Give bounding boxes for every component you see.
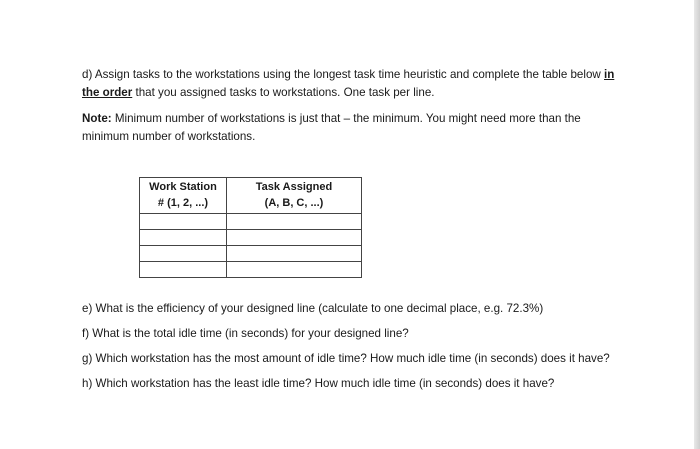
table-cell-task[interactable] — [227, 230, 362, 246]
question-d-emphasis: in the order — [82, 68, 615, 99]
table-cell-workstation[interactable] — [140, 246, 227, 262]
note-paragraph — [82, 110, 622, 146]
table-cell-workstation[interactable] — [140, 262, 227, 278]
question-d-text-end: that you assigned tasks to workstations. One task per line. — [132, 86, 435, 99]
table-cell-task[interactable] — [227, 262, 362, 278]
table-cell-workstation[interactable] — [140, 214, 227, 230]
question-h: h) Which workstation has the least idle time? How much idle time (in seconds) does it have? — [82, 377, 555, 390]
header-task-assigned-line2: (A, B, C, ...) — [264, 197, 324, 209]
table-row — [140, 246, 362, 262]
header-work-station-line1: Work Station — [149, 181, 217, 193]
header-task-assigned — [227, 178, 362, 214]
table-header-row — [140, 178, 362, 214]
question-f: f) What is the total idle time (in seconds) for your designed line? — [82, 327, 409, 340]
header-work-station-line2: # (1, 2, ...) — [157, 197, 209, 209]
scrollbar-edge — [694, 0, 700, 449]
header-work-station — [140, 178, 227, 214]
question-g: g) Which workstation has the most amount of idle time? How much idle time (in seconds) does it have? — [82, 352, 610, 365]
table-cell-workstation[interactable] — [140, 230, 227, 246]
note-label: Note: — [82, 112, 112, 125]
table-cell-task[interactable] — [227, 214, 362, 230]
question-d-text: d) Assign tasks to the workstations using the longest task time heuristic and complete the table below — [82, 68, 604, 81]
table-cell-task[interactable] — [227, 246, 362, 262]
table-row — [140, 230, 362, 246]
note-text: Minimum number of workstations is just that – the minimum. You might need more than the minimum number of workstations. — [82, 112, 581, 143]
header-task-assigned-line1: Task Assigned — [255, 181, 333, 193]
table-row — [140, 262, 362, 278]
assignment-table — [139, 177, 362, 278]
question-d — [82, 66, 622, 102]
question-e: e) What is the efficiency of your designed line (calculate to one decimal place, e.g. 72.3%) — [82, 302, 544, 315]
table-row — [140, 214, 362, 230]
